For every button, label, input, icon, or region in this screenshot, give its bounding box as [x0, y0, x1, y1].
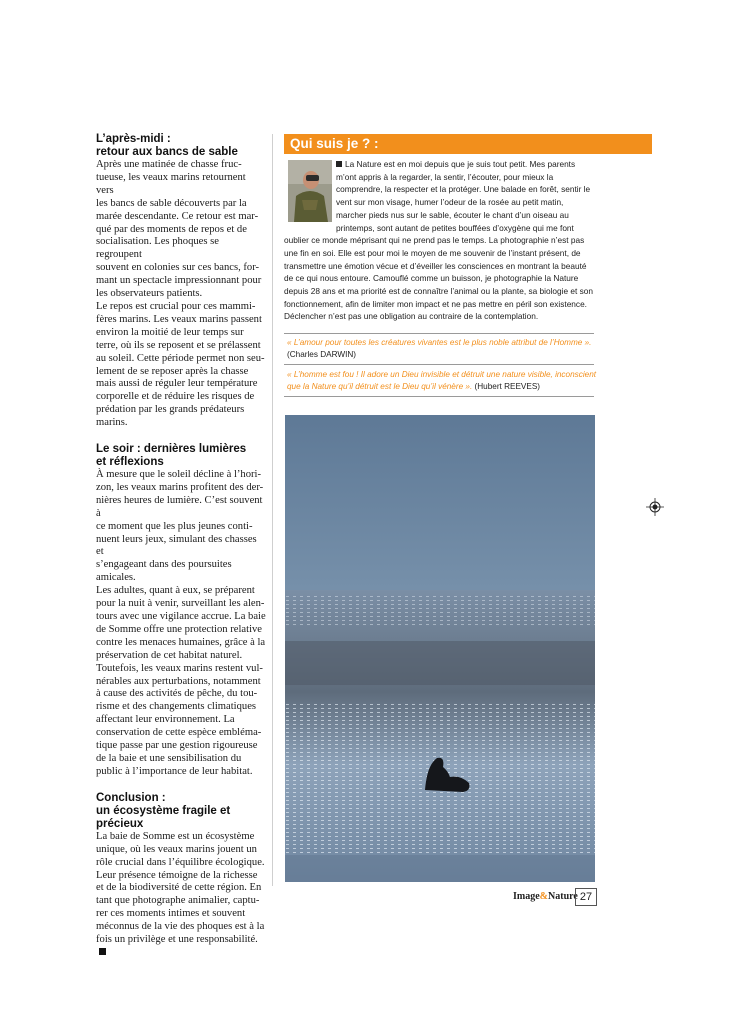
- section-paragraph: [96, 831, 266, 960]
- text-line: qué par des moments de repos et de: [96, 223, 247, 235]
- text-line: socialisation. Les phoques se regroupent: [96, 236, 219, 261]
- text-line: nuent leurs jeux, simulant des chasses et: [96, 533, 257, 558]
- text-line: les bancs de sable découverts par la: [96, 197, 247, 209]
- text-line: ce moment que les plus jeunes conti-: [96, 520, 253, 532]
- text-line: tique passe par une gestion rigoureuse: [96, 740, 258, 752]
- text-line: tueuse, les veaux marins retournent vers: [96, 171, 246, 196]
- text-line: de Somme offre une protection relative: [96, 623, 263, 635]
- end-mark-icon: [99, 948, 106, 955]
- bio-text: La Nature est en moi depuis que je suis tout petit. Mes parents m’ont appris à la regarder, la sentir, l’écouter, pour mieux la comprendre, la respecter et la protéger. Une balade en forêt, sentir le vent sur mon visage, humer l’odeur de la rosée au petit matin, marcher pieds nus sur le sable, écouter le chant d’un oiseau au printemps, sont autant de petites bouffées d’oxygène qui me font oublier ce monde méprisant qui ne prend pas le temps. La photographie n’est pas une fin en soi. Elle est pour moi le moyen de me souvenir de l’instant présent, de transmettre une émotion vécue et d’éveiller les consciences en montrant la beauté de ce qui nous entoure. Camouflé comme un buisson, je photographie la Nature depuis 28 ans et ma priorité est de connaître l’animal ou la plante, sa biologie et son fonctionnement, afin de limiter mon impact et ne pas mettre en péril son existence. Déclencher n’est pas une obligation au contraire de la contemplation.: [284, 159, 594, 322]
- quote-darwin: [287, 337, 597, 360]
- quote-author: (Charles DARWIN): [287, 349, 356, 359]
- sidebar-title: Qui suis je ? :: [290, 136, 379, 151]
- section-afternoon: [96, 133, 266, 430]
- text-line: rer ces moments intimes et souvent: [96, 908, 246, 920]
- text-line: fères marins. Les veaux marins passent: [96, 313, 262, 325]
- section-heading: [96, 792, 266, 831]
- quote-author: (Hubert REEVES): [474, 381, 541, 391]
- text-line: mais aussi de réguler leur température: [96, 378, 258, 390]
- text-line: marins.: [96, 417, 128, 429]
- seal-photo-drawing: [285, 415, 595, 882]
- section-conclusion: [96, 792, 266, 960]
- section-heading: [96, 133, 266, 159]
- section-paragraph: [96, 159, 266, 301]
- quote-rule: [284, 333, 594, 334]
- text-line: conservation de cette espèce emblémа-: [96, 727, 262, 739]
- heading-line: L’après-midi :: [96, 133, 171, 145]
- text-line: unique, où les veaux marins jouent un: [96, 843, 257, 855]
- section-heading: [96, 443, 266, 469]
- text-line: Après une matinée de chasse fruc-: [96, 159, 242, 170]
- section-paragraph: [96, 469, 266, 779]
- text-line: au soleil. Cette période permet non seu-: [96, 352, 265, 364]
- text-line: Les adultes, quant à eux, se préparent: [96, 585, 255, 597]
- text-line: nérables aux perturbations, notamment: [96, 675, 261, 687]
- text-line: s’engageant dans des poursuites amicales.: [96, 559, 232, 584]
- magazine-brand: Image&Nature: [513, 891, 578, 902]
- quote-rule: [284, 396, 594, 397]
- sidebar-bio: [284, 158, 596, 323]
- text-line: affectant leur environnement. La: [96, 714, 235, 726]
- text-line: fois un privilège et une responsabilité.: [96, 934, 266, 960]
- registration-mark-icon: [646, 498, 664, 516]
- text-line: tours avec une vigilance accrue. La baie: [96, 611, 266, 622]
- sidebar-title-bar: [284, 134, 652, 154]
- text-line: tant que photographe animalier, captu-: [96, 895, 260, 907]
- text-line: environ la moitié de leur temps sur: [96, 326, 244, 338]
- text-line: À mesure que le soleil décline à l’hori-: [96, 469, 262, 481]
- heading-line: et réflexions: [96, 456, 164, 469]
- heading-line: retour aux bancs de sable: [96, 146, 238, 158]
- text-line: terre, où ils se reposent et se prélassent: [96, 339, 261, 351]
- heading-line: Le soir : dernières lumières: [96, 443, 247, 456]
- quote-text: « L’homme est fou ! Il adore un Dieu invisible et détruit une nature visible, inconscient que la Nature qu’il détruit est le Dieu qu’il vénère ».: [287, 370, 597, 391]
- text-line: corporelle et de réduire les risques de: [96, 391, 255, 403]
- page-number: 27: [575, 888, 597, 906]
- text-line: préservation de cet habitat naturel.: [96, 649, 243, 661]
- text-line: mant un spectacle impressionnant pour: [96, 275, 262, 287]
- bullet-square-icon: [336, 161, 342, 167]
- text-line: pour la nuit à venir, surveillant les alen-: [96, 598, 265, 610]
- text-line: Toutefois, les veaux marins restent vul-: [96, 662, 263, 674]
- seal-photo: [285, 415, 595, 882]
- section-evening: [96, 443, 266, 779]
- heading-line: un écosystème fragile et précieux: [96, 804, 231, 830]
- text-line: rôle crucial dans l’équilibre écologique.: [96, 856, 265, 868]
- section-paragraph: [96, 301, 266, 430]
- quote-reeves: [287, 369, 597, 392]
- quote-rule: [284, 364, 594, 365]
- text-line: de la baie et une sensibilisation du: [96, 752, 242, 764]
- text-line: à cause des activités de pêche, du tou-: [96, 688, 258, 700]
- text-line: nières heures de lumière. C’est souvent à: [96, 494, 263, 519]
- text-line: souvent en colonies sur ces bancs, for-: [96, 262, 260, 274]
- text-line: public à l’importance de leur habitat.: [96, 765, 253, 777]
- text-line: contre les menaces humaines, grâce à la: [96, 636, 266, 648]
- text-line: méconnus de la vie des phoques est à la: [96, 921, 265, 933]
- text-line: zon, les veaux marins profitent des der-: [96, 481, 264, 493]
- text-line: lement de se reposer après la chasse: [96, 365, 249, 377]
- column-divider: [272, 134, 273, 886]
- text-line: marée descendante. Ce retour est mar-: [96, 210, 259, 222]
- text-line: prédation par les grands prédateurs: [96, 404, 245, 416]
- text-line: les observateurs patients.: [96, 288, 203, 300]
- text-line: Leur présence témoigne de la richesse: [96, 869, 258, 881]
- quote-text: « L’amour pour toutes les créatures vivantes est le plus noble attribut de l’Homme ».: [287, 338, 592, 347]
- text-line: risme et des changements climatiques: [96, 701, 257, 713]
- text-line: et de la biodiversité de cette région. En: [96, 882, 262, 894]
- text-line: Le repos est crucial pour ces mammi-: [96, 300, 256, 312]
- text-line: La baie de Somme est un écosystème: [96, 830, 255, 842]
- left-column: [96, 133, 266, 960]
- heading-line: Conclusion :: [96, 791, 166, 804]
